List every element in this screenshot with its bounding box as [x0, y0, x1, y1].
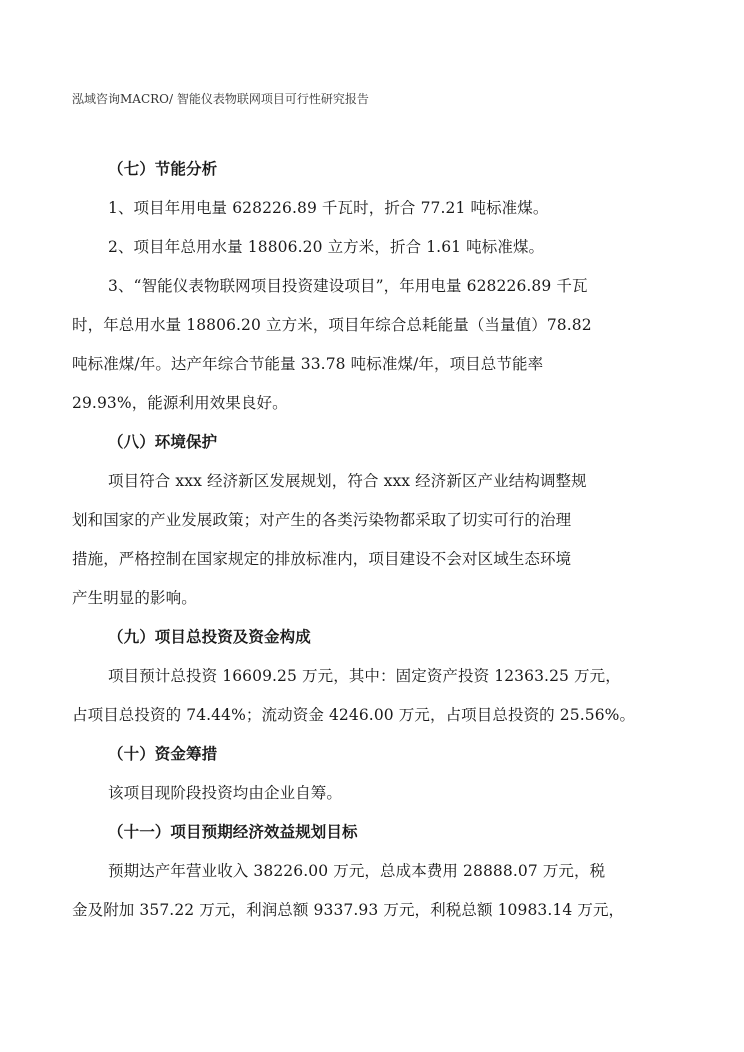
s9-para-line-2: 占项目总投资的 74.44%；流动资金 4246.00 万元，占项目总投资的 25.56%。: [72, 706, 636, 724]
s7-para-3-line-4: 29.93%，能源利用效果良好。: [72, 394, 288, 412]
section-9-title: （九）项目总投资及资金构成: [108, 628, 311, 646]
s11-para-line-1: 预期达产年营业收入 38226.00 万元，总成本费用 28888.07 万元，税: [108, 862, 606, 880]
s7-para-1: 1、项目年用电量 628226.89 千瓦时，折合 77.21 吨标准煤。: [108, 199, 549, 217]
section-8-title: （八）环境保护: [108, 433, 218, 451]
s7-para-2: 2、项目年总用水量 18806.20 立方米，折合 1.61 吨标准煤。: [108, 238, 545, 256]
s11-para-line-2: 金及附加 357.22 万元，利润总额 9337.93 万元，利税总额 10983.14 万元，: [72, 901, 625, 919]
s7-para-3-line-1: 3、“智能仪表物联网项目投资建设项目”，年用电量 628226.89 千瓦: [108, 277, 588, 295]
s8-para-line-3: 措施，严格控制在国家规定的排放标准内，项目建设不会对区域生态环境: [72, 550, 572, 568]
s7-para-3-line-3: 吨标准煤/年。达产年综合节能量 33.78 吨标准煤/年，项目总节能率: [72, 355, 544, 373]
s10-para: 该项目现阶段投资均由企业自筹。: [108, 784, 343, 802]
section-7-title: （七）节能分析: [108, 160, 218, 178]
page-header: 泓域咨询MACRO/ 智能仪表物联网项目可行性研究报告: [72, 92, 369, 106]
section-10-title: （十）资金筹措: [108, 745, 218, 763]
s8-para-line-2: 划和国家的产业发展政策；对产生的各类污染物都采取了切实可行的治理: [72, 511, 572, 529]
s7-para-3-line-2: 时，年总用水量 18806.20 立方米，项目年综合总耗能量（当量值）78.82: [72, 316, 592, 334]
section-11-title: （十一）项目预期经济效益规划目标: [108, 823, 358, 841]
s9-para-line-1: 项目预计总投资 16609.25 万元，其中：固定资产投资 12363.25 万元，: [108, 667, 621, 685]
s8-para-line-1: 项目符合 xxx 经济新区发展规划，符合 xxx 经济新区产业结构调整规: [108, 472, 587, 490]
s8-para-line-4: 产生明显的影响。: [72, 589, 197, 607]
